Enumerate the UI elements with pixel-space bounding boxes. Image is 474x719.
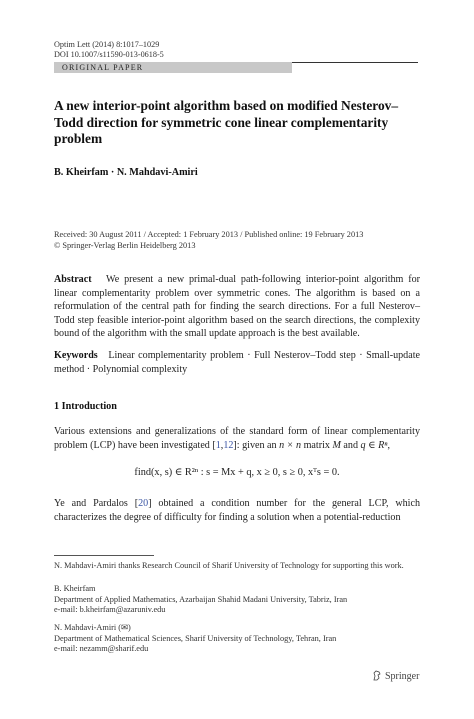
intro-text: , bbox=[387, 439, 390, 451]
abstract-text: We present a new primal-dual path-following interior-point algorithm for linear complementarity problem over symmetric cones. The algorithm is based on a reformulation of the central path for finding the search directions. For a full Nesterov–Todd step feasible interior-point algorithm based on the search directions, the complexity bound of the algorithm with the small update approach is the best available. bbox=[54, 274, 420, 340]
author2-email[interactable]: e-mail: nezamm@sharif.edu bbox=[54, 644, 149, 653]
springer-horse-icon bbox=[372, 670, 382, 681]
author2-affiliation bbox=[54, 623, 424, 655]
intro-paragraph-2 bbox=[54, 497, 420, 524]
author1-department: Department of Applied Mathematics, Azarbaijan Shahid Madani University, Tabriz, Iran bbox=[54, 594, 348, 604]
section-heading: 1 Introduction bbox=[54, 401, 117, 412]
citation-link[interactable]: 20 bbox=[138, 498, 149, 509]
abstract-label: Abstract bbox=[54, 274, 92, 285]
copyright: © Springer-Verlag Berlin Heidelberg 2013 bbox=[54, 240, 196, 250]
citation-link[interactable]: 1 bbox=[215, 439, 221, 451]
footnote-rule bbox=[54, 555, 154, 556]
author1-name: B. Kheirfam bbox=[54, 584, 96, 593]
intro-text: Ye and Pardalos [ bbox=[54, 498, 139, 509]
journal-citation: Optim Lett (2014) 8:1017–1029 bbox=[54, 40, 160, 49]
intro-text: ] obtained a condition number for the general LCP, which characterizes the degree of difficulty for finding a solution when a potential-reduction bbox=[54, 498, 421, 523]
article-type-bar bbox=[54, 62, 292, 73]
keywords-label: Keywords bbox=[54, 350, 98, 361]
publisher-logo bbox=[372, 670, 419, 682]
authors: B. Kheirfam · N. Mahdavi-Amiri bbox=[54, 167, 198, 178]
lcp-equation: find(x, s) ∈ R²ⁿ : s = Mx + q, x ≥ 0, s ≥ 0, xᵀs = 0. bbox=[134, 467, 340, 478]
keywords-text: Linear complementarity problem · Full Nesterov–Todd step · Small-update method · Polynomial complexity bbox=[54, 350, 420, 375]
keywords bbox=[54, 349, 420, 376]
intro-text: ]: given an bbox=[233, 439, 280, 451]
intro-paragraph-1 bbox=[54, 425, 420, 452]
intro-text: matrix bbox=[301, 439, 333, 451]
intro-text: and bbox=[340, 439, 361, 451]
received-dates: Received: 30 August 2011 / Accepted: 1 February 2013 / Published online: 19 February 2013 bbox=[54, 230, 364, 239]
math-nxn: n × n bbox=[279, 439, 302, 451]
header-rule bbox=[292, 62, 418, 63]
intro-text: Various extensions and generalizations of the standard form of linear complementarity problem (LCP) have been investigated [ bbox=[54, 426, 420, 451]
citation-link[interactable]: 12 bbox=[223, 439, 234, 451]
publication-dates bbox=[54, 230, 424, 251]
author2-name: N. Mahdavi-Amiri (✉) bbox=[54, 623, 131, 632]
funding-note: N. Mahdavi-Amiri thanks Research Council of Sharif University of Technology for supporting this work. bbox=[54, 561, 404, 570]
math-q: q ∈ Rⁿ bbox=[360, 439, 388, 451]
math-M: M bbox=[332, 439, 341, 451]
author2-department: Department of Mathematical Sciences, Sharif University of Technology, Tehran, Iran bbox=[54, 633, 337, 643]
article-type-label: ORIGINAL PAPER bbox=[62, 63, 144, 72]
abstract bbox=[54, 273, 420, 341]
author1-affiliation bbox=[54, 584, 424, 616]
doi: DOI 10.1007/s11590-013-0618-5 bbox=[54, 50, 164, 59]
author1-email[interactable]: e-mail: b.kheirfam@azaruniv.edu bbox=[54, 605, 166, 614]
intro-text: , bbox=[220, 439, 224, 451]
publisher-name: Springer bbox=[385, 671, 420, 682]
paper-title: A new interior-point algorithm based on modified Nesterov–Todd direction for symmetric cone linear complementarity problem bbox=[54, 98, 399, 146]
